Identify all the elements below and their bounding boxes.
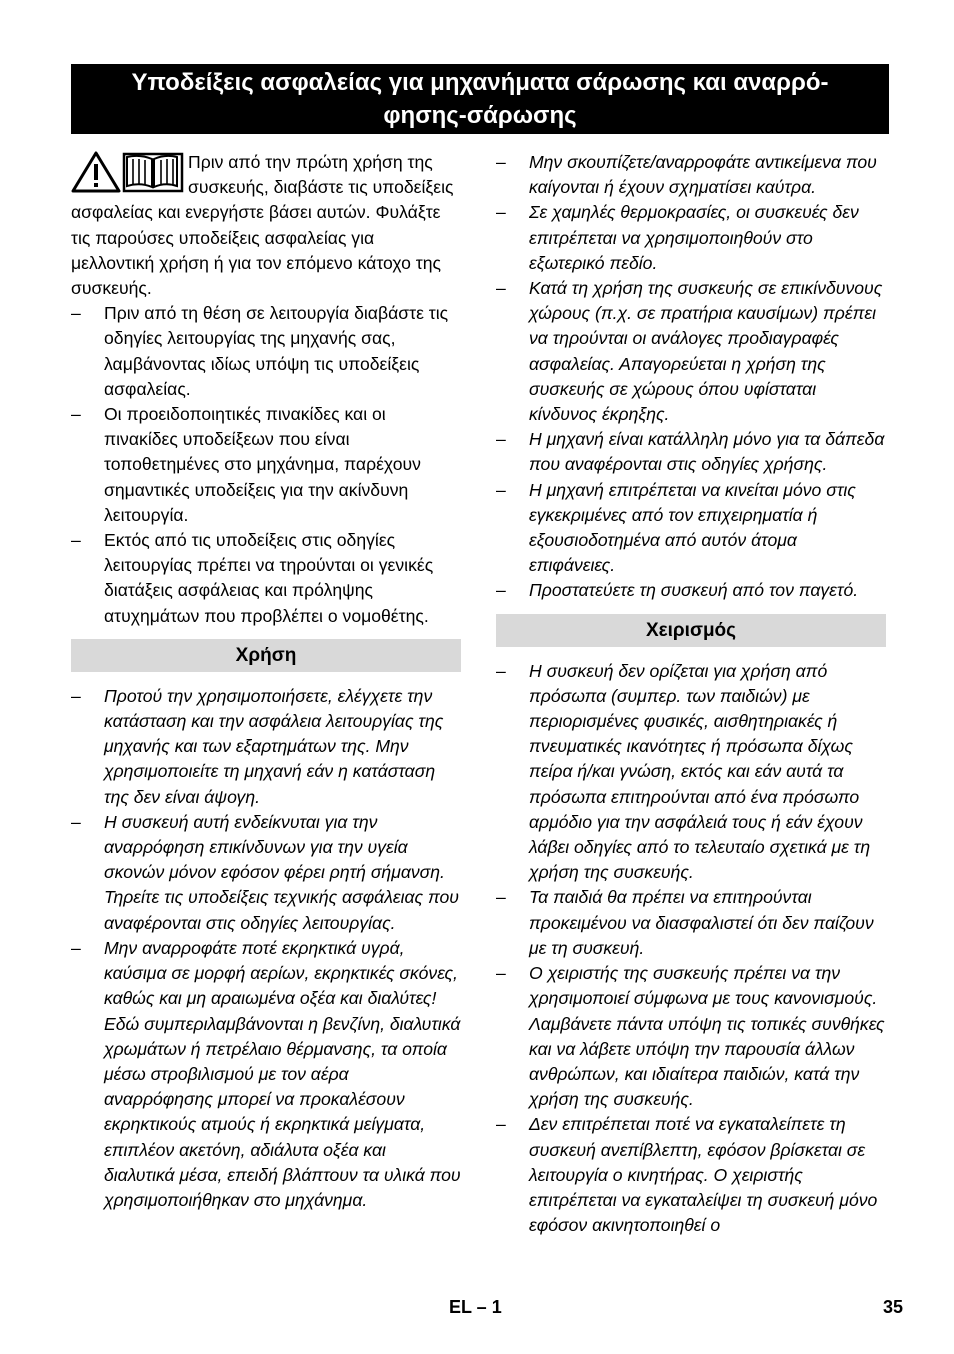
warning-manual-icons: [71, 151, 184, 193]
list-dash: –: [496, 887, 506, 908]
warning-icon: [73, 153, 119, 191]
manual-book-icon: [124, 154, 182, 191]
list-dash: –: [496, 152, 506, 172]
right-column: [496, 150, 886, 1238]
list-item: – Οι προειδοποιητικές πινακίδες και οι πινακίδες υποδείξεων που είναι τοποθετημένες στο μηχάνημα, παρέχουν σημαντικές υποδείξεις για την ακίνδυνη λειτουργία.: [71, 404, 421, 525]
list-item: – Εκτός από τις υποδείξεις στις οδηγίες λειτουργίας πρέπει να τηρούνται οι γενικές διατάξεις ασφάλειας και πρόληψης ατυχημάτων που προβλέπει ο νομοθέτης.: [71, 530, 434, 626]
list-dash: –: [496, 429, 506, 450]
page-title: [71, 64, 889, 134]
list-item: – Πριν από τη θέση σε λειτουργία διαβάστε τις οδηγίες λειτουργίας της μηχανής σας, λαμβάνοντας ιδίως υπόψη τις υποδείξεις ασφαλείας.: [71, 303, 449, 399]
list-item: – Ο χειριστής της συσκευής πρέπει να την χρησιμοποιεί σύμφωνα με τους κανονισμούς. Λαμβάνετε πάντα υπόψη τις τοπικές συνθήκες και να λάβετε υπόψη την παρουσία άλλων ανθρώπων, και ιδιαίτερα παιδιών, κατά την χρήση της συσκευής.: [496, 963, 885, 1110]
list-dash: –: [71, 404, 81, 425]
list-dash: –: [496, 479, 506, 500]
list-dash: –: [71, 811, 81, 832]
list-dash: –: [496, 963, 506, 984]
list-dash: –: [496, 1114, 506, 1135]
list-item: – Προστατεύετε τη συσκευή από τον παγετό.: [496, 578, 886, 603]
page-title-line-2: φησης-σάρωσης: [383, 102, 577, 129]
left-column: [71, 150, 461, 1213]
intro-text: Πριν από την πρώτη χρήση της συσκευής, διαβάστε τις υποδείξεις ασφαλείας και ενεργήστε βάσει αυτών. Φυλάξτε τις παρούσες υποδείξεις ασφαλείας για μελλοντική χρήση ή για τον επόμενο κάτοχο της συσκευής.: [71, 152, 454, 299]
footer-language-page: EL – 1: [449, 1297, 502, 1317]
list-item: – Μην αναρροφάτε ποτέ εκρηκτικά υγρά, καύσιμα σε μορφή αερίων, εκρηκτικές σκόνες, καθώς και μη αραιωμένα οξέα και διαλύτες! Εδώ συμπεριλαμβάνονται η βενζίνη, διαλυτικά χρωμάτων ή πετρέλαιο θέρμανσης, τα οποία μέσω στροβιλισμού με τον αέρα αναρρόφησης μπορεί να προκαλέσουν εκρηκτικούς ατμούς ή εκρηκτικά μείγματα, επιπλέον ακετόνη, αδιάλυτα οξέα και διαλυτικά μέσα, επειδή βλάπτουν τα υλικά που χρησιμοποιήθηκαν στο μηχάνημα.: [71, 937, 461, 1210]
list-dash: –: [71, 937, 81, 958]
list-dash: –: [71, 530, 81, 551]
section-heading-use: Χρήση: [71, 639, 461, 672]
intro-paragraph: [71, 150, 461, 301]
list-dash: –: [71, 303, 81, 324]
list-dash: –: [496, 278, 506, 299]
section-heading-operation: Χειρισμός: [496, 614, 886, 647]
list-item: – Τα παιδιά θα πρέπει να επιτηρούνται προκειμένου να διασφαλιστεί ότι δεν παίζουν με τη συσκευή.: [496, 887, 874, 958]
list-dash: –: [496, 580, 506, 601]
list-dash: –: [496, 660, 506, 681]
list-dash: –: [71, 685, 81, 706]
list-dash: –: [496, 202, 506, 223]
intro-icons: [71, 151, 184, 193]
list-item: – Σε χαμηλές θερμοκρασίες, οι συσκευές δεν επιτρέπεται να χρησιμοποιηθούν στο εξωτερικό πεδίο.: [496, 202, 859, 273]
list-item: – Μην σκουπίζετε/αναρροφάτε αντικείμενα που καίγονται ή έχουν σχηματίσει καύτρα.: [496, 152, 877, 198]
list-item: – Η συσκευή δεν ορίζεται για χρήση από πρόσωπα (συμπερ. των παιδιών) με περιορισμένες φυσικές, αισθητηριακές ή πνευματικές ικανότητες ή πρόσωπα δίχως πείρα ή/και γνώση, εκτός και εάν αυτά τα πρόσωπα επιτηρούνται από ένα πρόσωπο αρμόδιο για την ασφάλειά τους ή εάν έχουν λάβει οδηγίες από το τελευταίο σχετικά με τη χρήση της συσκευής.: [496, 660, 871, 883]
list-item: – Προτού την χρησιμοποιήσετε, ελέγχετε την κατάσταση και την ασφάλεια λειτουργίας της μηχανής και των εξαρτημάτων της. Μην χρησιμοποιείτε τη μηχανή εάν η κατάσταση της δεν είναι άψογη.: [71, 685, 444, 807]
page-title-line-1: Υποδείξεις ασφαλείας για μηχανήματα σάρωσης και αναρρό-: [131, 69, 829, 96]
list-item: – Η συσκευή αυτή ενδείκνυται για την αναρρόφηση επικίνδυνων για την υγεία σκονών μόνον εφόσον φέρει ρητή σήμανση. Τηρείτε τις υποδείξεις τεχνικής ασφάλειας που αναφέρονται στις οδηγίες λειτουργίας.: [71, 811, 459, 933]
list-item: – Η μηχανή επιτρέπεται να κινείται μόνο στις εγκεκριμένες από τον επιχειρηματία ή εξουσιοδοτημένα από αυτόν άτομα επιφάνειες.: [496, 479, 856, 576]
list-item: – Κατά τη χρήση της συσκευής σε επικίνδυνους χώρους (π.χ. σε πρατήρια καυσίμων) πρέπει να τηρούνται οι ανάλογες προδιαγραφές ασφαλείας. Απαγορεύεται η χρήση της συσκευής σε χώρους όπου υφίσταται κίνδυνος έκρηξης.: [496, 278, 883, 425]
list-item: – Δεν επιτρέπεται ποτέ να εγκαταλείπετε τη συσκευή ανεπίβλεπτη, εφόσον βρίσκεται σε λειτουργία ο κινητήρας. Ο χειριστής επιτρέπεται να εγκαταλείψει τη συσκευή μόνο εφόσον ακινητοποιηθεί ο: [496, 1114, 878, 1236]
list-item: – Η μηχανή είναι κατάλληλη μόνο για τα δάπεδα που αναφέρονται στις οδηγίες χρήσης.: [496, 429, 885, 475]
footer-page-number: 35: [883, 1297, 904, 1317]
